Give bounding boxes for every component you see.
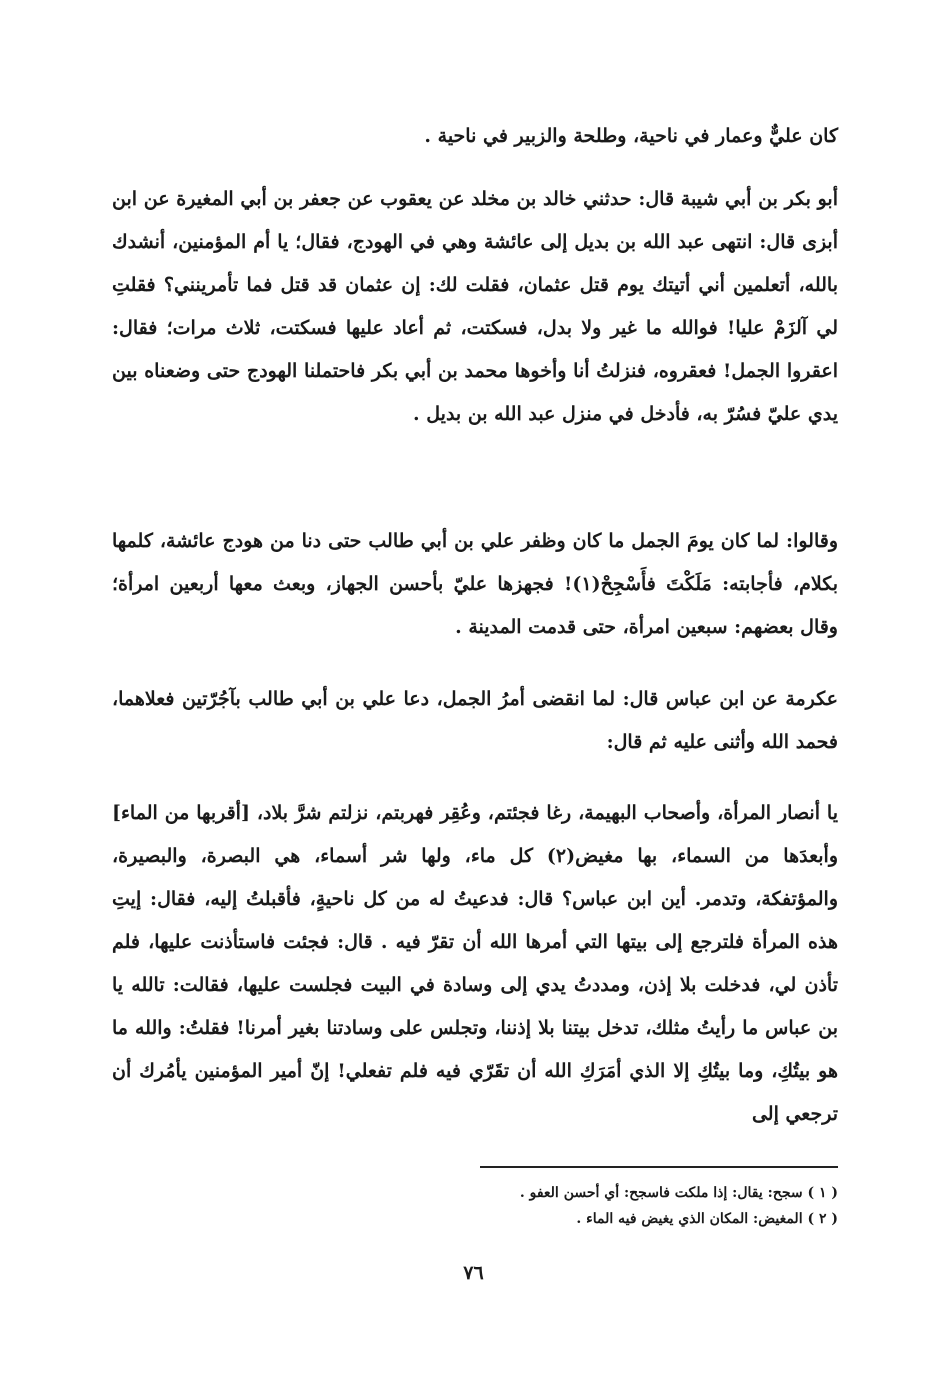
footnote-1: ( ١ ) سجح: يقال: إذا ملكت فاسجح: أي أحسن العفو . [519, 1185, 838, 1201]
paragraph-5: يا أنصار المرأة، وأصحاب البهيمة، رغا فجئتم، وعُقِر فهربتم، نزلتم شرَّ بلاد، [أقربها من الماء] وأبعدَها من السماء، بها مغيض(٢) كل ماء، ولها شر أسماء، هي البصرة، والبصيرة، والمؤتفكة، وتدمر. أين ابن عباس؟ قال: فدعيتُ له من كل ناحيةٍ، فأقبلتُ إليه، فقال: إيتِ هذه المرأة فلترجع إلى بيتها التي أمرها الله أن تقرّ فيه . قال: فجئت فاستأذنت عليها، فلم تأذن لي، فدخلت بلا إذن، ومددتُ يدي إلى وسادة في البيت فجلست عليها، فقالت: تالله يا بن عباس ما رأيتُ مثلك، تدخل بيتنا بلا إذننا، وتجلس على وسادتنا بغير أمرنا! فقلتُ: والله ما هو بيتُكِ، وما بيتُكِ إلا الذي أمَرَكِ الله أن تقَرّي فيه فلم تفعلي! إنّ أمير المؤمنين يأمُرك أن ترجعي إلى [112, 802, 839, 1125]
paragraph-2: أبو بكر بن أبي شيبة قال: حدثني خالد بن مخلد عن يعقوب عن جعفر بن أبي المغيرة عن ابن أبزى قال: انتهى عبد الله بن بديل إلى عائشة وهي في الهودج، فقال؛ يا أم المؤمنين، أنشدك بالله، أتعلمين أني أتيتك يوم قتل عثمان، فقلت لك: إن عثمان قد قتل فما تأمرينني؟ فقلتِ لي آلزَمْ عليا! فوالله ما غير ولا بدل، فسكتت، ثم أعاد عليها فسكتت، ثلاث مرات؛ فقال: اعقروا الجمل! فعقروه، فنزلتُ أنا وأخوها محمد بن أبي بكر فاحتملنا الهودج حتى وضعناه بين يدي عليّ فسُرّ به، فأدخل في منزل عبد الله بن بديل . [112, 188, 838, 425]
footnotes [112, 1180, 838, 1232]
paragraph-4: عكرمة عن ابن عباس قال: لما انقضى أمرُ الجمل، دعا علي بن أبي طالب بآجُرّتين فعلاهما، فحمد الله وأثنى عليه ثم قال: [112, 688, 838, 753]
footnote-divider [480, 1166, 838, 1168]
footnote-2: ( ٢ ) المغيض: المكان الذي يغيض فيه الماء . [576, 1211, 838, 1227]
paragraph-3: وقالوا: لما كان يومَ الجمل ما كان وظفر علي بن أبي طالب حتى دنا من هودج عائشة، كلمها بكلام، فأجابته: مَلَكْتَ فأَسْجِحْ(١)! فجهزها عليّ بأحسن الجهاز، وبعث معها أربعين امرأة؛ وقال بعضهم: سبعين امرأة، حتى قدمت المدينة . [112, 530, 838, 638]
paragraph-1: كان عليٌّ وعمار في ناحية، وطلحة والزبير في ناحية . [424, 125, 838, 147]
page-number: ٧٦ [463, 1262, 484, 1284]
